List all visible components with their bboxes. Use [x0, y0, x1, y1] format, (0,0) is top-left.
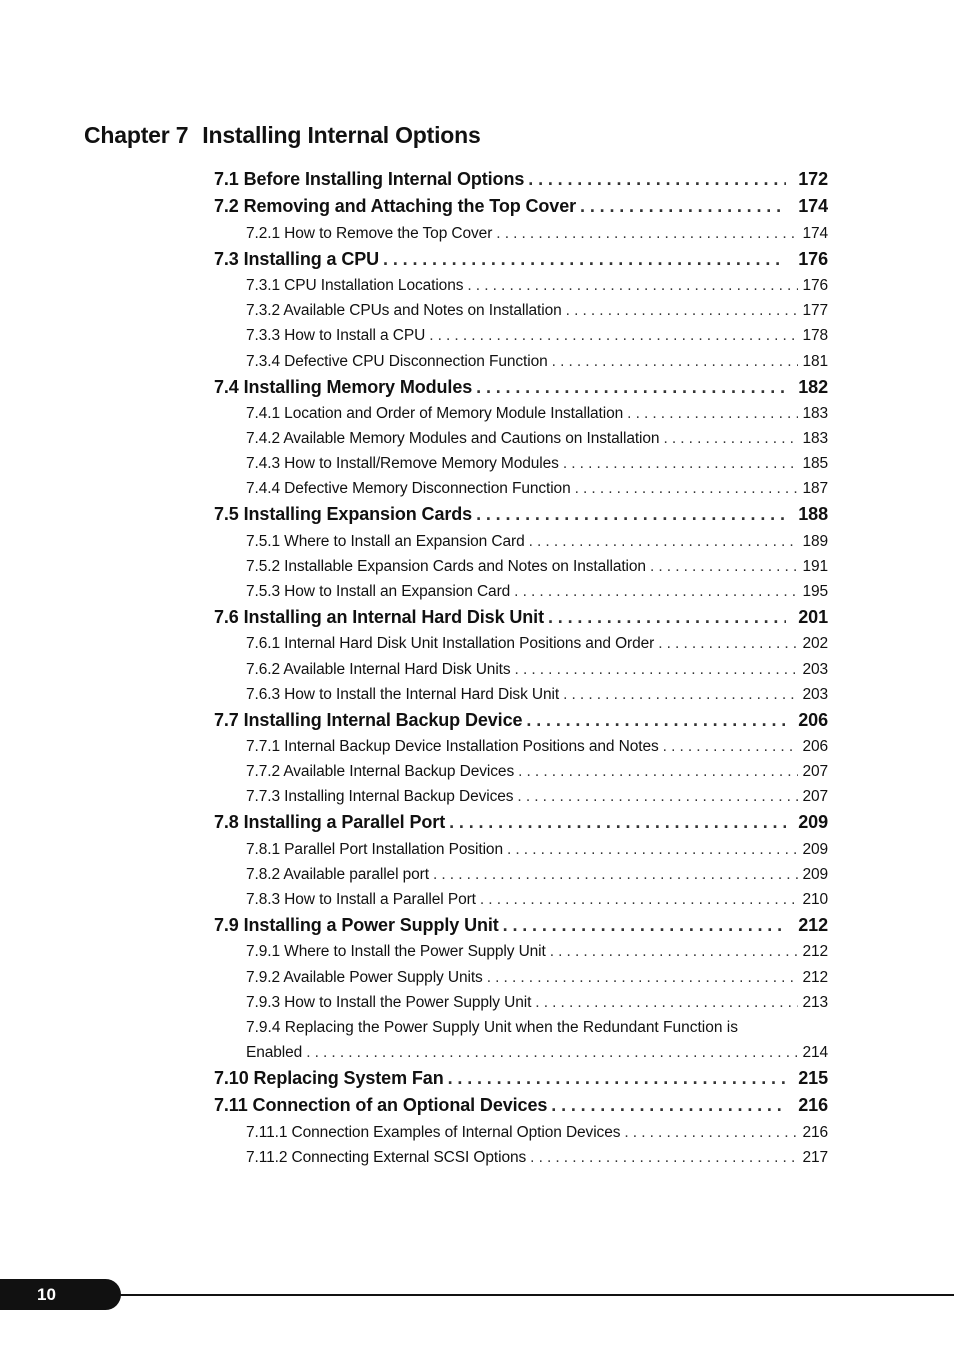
dot-leader: [507, 837, 798, 862]
toc-entry-label: 7.8.3 How to Install a Parallel Port: [246, 891, 476, 908]
dot-leader: [480, 887, 799, 912]
toc-entry-label: 7.3.4 Defective CPU Disconnection Function: [246, 352, 548, 370]
toc-subsection-entry[interactable]: [246, 298, 828, 323]
dot-leader: [563, 682, 798, 707]
toc-entry-label: Enabled: [246, 1043, 303, 1061]
toc-entry-label: 7.6.2 Available Internal Hard Disk Units: [246, 660, 511, 678]
dot-leader: [487, 965, 799, 990]
toc-subsection-entry[interactable]: [246, 965, 828, 990]
toc-subsection-entry[interactable]: [246, 349, 828, 374]
dot-leader: [518, 759, 798, 784]
toc-entry-page: 201: [798, 607, 828, 628]
toc-entry-page: 214: [802, 1043, 828, 1061]
toc-entry-label: 7.8.2 Available parallel port: [246, 865, 429, 883]
dot-leader: [575, 476, 799, 501]
dot-leader: [566, 298, 799, 323]
dot-leader: [496, 221, 798, 246]
toc-subsection-entry[interactable]: [246, 837, 828, 862]
toc-entry-label: 7.8.1 Parallel Port Installation Position: [246, 840, 503, 858]
dot-leader: [580, 193, 786, 220]
toc-entry-label: 7.7 Installing Internal Backup Device: [214, 709, 523, 730]
toc-entry-label: 7.2 Removing and Attaching the Top Cover: [214, 196, 577, 217]
toc-entry-page: 174: [798, 196, 828, 217]
toc-entry-label: 7.7.3 Installing Internal Backup Devices: [246, 788, 514, 806]
toc-entry-page: 207: [802, 788, 828, 806]
dot-leader: [550, 939, 799, 964]
toc-entry-page: 176: [802, 277, 828, 295]
dot-leader: [433, 862, 798, 887]
toc-entry-page: 178: [802, 327, 828, 345]
toc-entry-page: 174: [802, 224, 828, 242]
toc-section-entry[interactable]: [214, 707, 828, 734]
toc-entry-page: 177: [802, 302, 828, 320]
dot-leader: [530, 1145, 798, 1170]
toc-entry-page: 187: [802, 480, 828, 498]
toc-entry-label: 7.3.1 CPU Installation Locations: [246, 277, 464, 295]
toc-section-entry[interactable]: [214, 912, 828, 939]
toc-section-entry[interactable]: [214, 374, 828, 401]
toc-subsection-entry[interactable]: [246, 887, 828, 912]
toc-subsection-entry[interactable]: [246, 1120, 828, 1145]
toc-entry-label: 7.7.1 Internal Backup Device Installation Positions and Notes: [246, 738, 659, 756]
toc-entry-page: 191: [802, 557, 828, 575]
toc-section-entry[interactable]: [214, 246, 828, 273]
toc-entry-label: 7.3.3 How to Install a CPU: [246, 327, 426, 345]
dot-leader: [383, 246, 786, 273]
dot-leader: [476, 374, 786, 401]
toc-subsection-entry[interactable]: [246, 401, 828, 426]
dot-leader: [650, 554, 798, 579]
toc-section-entry[interactable]: [214, 1092, 828, 1119]
toc-entry-label: 7.7.2 Available Internal Backup Devices: [246, 763, 515, 781]
dot-leader: [563, 451, 799, 476]
toc-subsection-entry[interactable]: [246, 221, 828, 246]
toc-entry-label: 7.5.3 How to Install an Expansion Card: [246, 582, 511, 600]
toc-subsection-entry[interactable]: [246, 476, 828, 501]
toc-subsection-entry[interactable]: [246, 657, 828, 682]
toc-entry-page: 176: [798, 248, 828, 269]
toc-section-entry[interactable]: [214, 809, 828, 836]
dot-leader: [551, 1092, 786, 1119]
toc-entry-label: 7.9 Installing a Power Supply Unit: [214, 915, 499, 936]
toc-entry-page: 209: [802, 865, 828, 883]
toc-entry-label: 7.2.1 How to Remove the Top Cover: [246, 224, 493, 242]
toc-entry-label: 7.5 Installing Expansion Cards: [214, 504, 473, 525]
toc-entry-page: 212: [802, 943, 828, 961]
toc-subsection-entry[interactable]: [246, 862, 828, 887]
toc-entry-label: 7.9.1 Where to Install the Power Supply Unit: [246, 943, 546, 961]
chapter-heading: [84, 122, 481, 149]
dot-leader: [515, 657, 799, 682]
toc-entry-label: 7.11.1 Connection Examples of Internal Option Devices: [246, 1123, 621, 1141]
toc-entry-page: 183: [802, 430, 828, 448]
toc-entry-label: 7.6 Installing an Internal Hard Disk Unit: [214, 607, 544, 628]
toc-entry-label: 7.3.2 Available CPUs and Notes on Installation: [246, 302, 562, 320]
toc-entry-page: 215: [798, 1067, 828, 1088]
toc-entry-label: 7.5.1 Where to Install an Expansion Card: [246, 532, 525, 550]
dot-leader: [514, 579, 798, 604]
toc-entry-page: 202: [802, 635, 828, 653]
toc-subsection-entry[interactable]: [246, 1145, 828, 1170]
toc-entry-page: 181: [802, 352, 828, 370]
toc-entry-label: 7.4 Installing Memory Modules: [214, 376, 473, 397]
toc-entry-page: 195: [802, 582, 828, 600]
dot-leader: [624, 1120, 798, 1145]
footer-rule: [110, 1294, 954, 1296]
toc-entry-label: 7.11 Connection of an Optional Devices: [214, 1095, 548, 1116]
toc-entry-label: 7.6.1 Internal Hard Disk Unit Installation Positions and Order: [246, 635, 655, 653]
toc-entry-page: 210: [802, 891, 828, 908]
page-number-badge: [0, 1279, 121, 1310]
dot-leader: [448, 1065, 787, 1092]
page-number: 10: [37, 1285, 56, 1304]
toc-subsection-entry[interactable]: [246, 1015, 828, 1040]
toc-entry-page: 212: [802, 968, 828, 986]
toc-entry-page: 207: [802, 763, 828, 781]
toc-entry-label: 7.1 Before Installing Internal Options: [214, 169, 525, 189]
toc-entry-label: 7.4.1 Location and Order of Memory Module Installation: [246, 405, 624, 423]
toc-entry-label: 7.9.2 Available Power Supply Units: [246, 968, 483, 986]
toc-subsection-entry[interactable]: [246, 451, 828, 476]
toc-subsection-entry[interactable]: [246, 554, 828, 579]
toc-entry-page: 212: [798, 915, 828, 936]
dot-leader: [658, 631, 798, 656]
toc-entry-page: 183: [802, 405, 828, 423]
toc-entry-page: 209: [802, 840, 828, 858]
toc-entry-label: 7.5.2 Installable Expansion Cards and Notes on Installation: [246, 557, 646, 575]
toc-entry-page: 189: [802, 532, 828, 550]
toc-subsection-entry[interactable]: [246, 990, 828, 1015]
toc-entry-label: 7.9.4 Replacing the Power Supply Unit when the Redundant Function is: [246, 1018, 738, 1036]
toc-entry-label: 7.10 Replacing System Fan: [214, 1067, 444, 1088]
toc-subsection-entry[interactable]: [246, 784, 828, 809]
dot-leader: [526, 707, 786, 734]
toc-entry-page: 188: [798, 504, 828, 525]
toc-section-entry[interactable]: [214, 166, 828, 193]
toc-subsection-entry[interactable]: [246, 734, 828, 759]
toc-entry-page: 216: [802, 1123, 828, 1141]
toc-subsection-entry[interactable]: [246, 1040, 828, 1065]
toc-entry-label: 7.3 Installing a CPU: [214, 248, 380, 269]
toc-subsection-entry[interactable]: [246, 273, 828, 298]
dot-leader: [528, 166, 786, 193]
dot-leader: [517, 784, 798, 809]
toc-entry-label: 7.4.3 How to Install/Remove Memory Modules: [246, 455, 559, 473]
toc-subsection-entry[interactable]: [246, 529, 828, 554]
toc-entry-label: 7.4.2 Available Memory Modules and Cautions on Installation: [246, 430, 660, 448]
toc-entry-page: 182: [798, 376, 828, 397]
toc-entry-label: 7.6.3 How to Install the Internal Hard Disk Unit: [246, 685, 560, 703]
dot-leader: [306, 1040, 798, 1065]
dot-leader: [552, 349, 799, 374]
toc-entry-label: 7.4.4 Defective Memory Disconnection Function: [246, 480, 571, 498]
dot-leader: [476, 501, 786, 528]
toc-subsection-entry[interactable]: [246, 323, 828, 348]
chapter-title: Installing Internal Options: [202, 122, 481, 148]
dot-leader: [449, 809, 786, 836]
toc-subsection-entry[interactable]: [246, 631, 828, 656]
toc-subsection-entry[interactable]: [246, 759, 828, 784]
toc-section-entry[interactable]: [214, 193, 828, 220]
toc-subsection-entry[interactable]: [246, 426, 828, 451]
toc-entry-page: 203: [802, 660, 828, 678]
toc-entry-page: 206: [802, 738, 828, 756]
toc-entry-page: 203: [802, 685, 828, 703]
dot-leader: [663, 426, 798, 451]
dot-leader: [467, 273, 798, 298]
dot-leader: [548, 604, 786, 631]
dot-leader: [663, 734, 799, 759]
table-of-contents: [214, 166, 828, 1170]
toc-subsection-entry[interactable]: [246, 579, 828, 604]
toc-section-entry[interactable]: [214, 501, 828, 528]
dot-leader: [627, 401, 798, 426]
dot-leader: [535, 990, 798, 1015]
toc-entry-page: 213: [802, 993, 828, 1011]
toc-entry-label: 7.9.3 How to Install the Power Supply Unit: [246, 993, 532, 1011]
dot-leader: [429, 323, 798, 348]
toc-subsection-entry[interactable]: [246, 682, 828, 707]
toc-entry-page: 209: [798, 812, 828, 833]
dot-leader: [529, 529, 799, 554]
toc-entry-label: 7.8 Installing a Parallel Port: [214, 812, 446, 833]
toc-entry-label: 7.11.2 Connecting External SCSI Options: [246, 1148, 527, 1166]
toc-entry-page: 206: [798, 709, 828, 730]
dot-leader: [503, 912, 787, 939]
toc-section-entry[interactable]: [214, 604, 828, 631]
toc-entry-page: 185: [802, 455, 828, 473]
toc-section-entry[interactable]: [214, 1065, 828, 1092]
toc-entry-page: 172: [798, 169, 828, 189]
toc-entry-page: 216: [798, 1095, 828, 1116]
toc-entry-page: 217: [802, 1148, 828, 1166]
chapter-number: Chapter 7: [84, 122, 189, 148]
toc-subsection-entry[interactable]: [246, 939, 828, 964]
